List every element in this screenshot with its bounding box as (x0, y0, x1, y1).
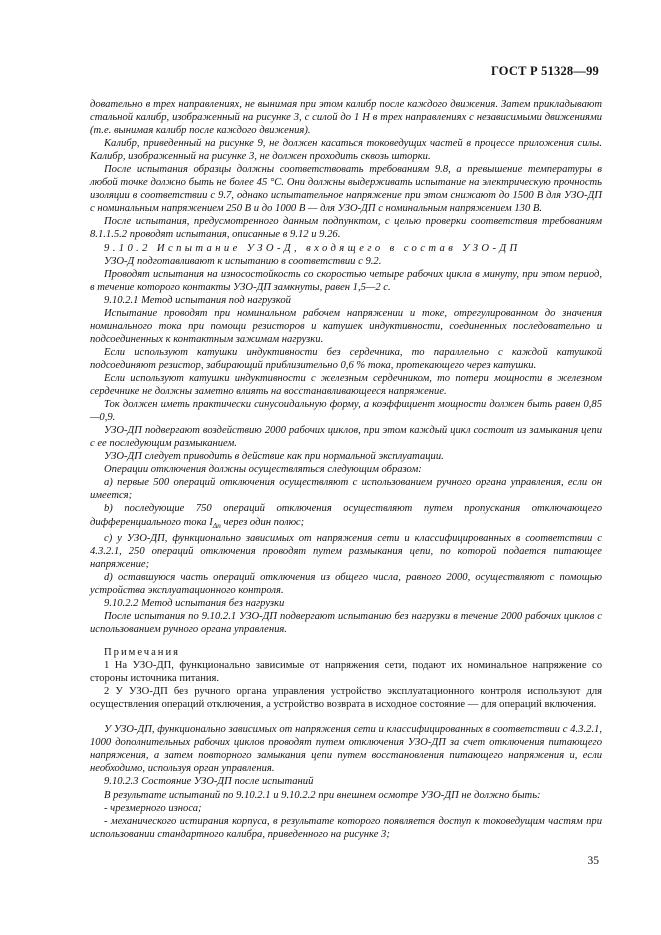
note-item: 1 На УЗО-ДП, функционально зависимые от напряжения сети, подают их номинальное напряжение со стороны источника питания. (90, 660, 602, 685)
paragraph: После испытания образцы должны соответствовать требованиям 9.8, а превышение температуры в любой точке должно быть не более 45 °С. Они должны выдерживать испытание на электрическую прочность изоляции в соответствии с 9.7, однако испытательное напряжение при этом снижают до 1500 В для УЗО-ДП с номинальным напряжением 250 В и до 1000 В — для УЗО-ДП с номинальным напряжением 130 В. (90, 164, 602, 215)
paragraph: Испытание проводят при номинальном рабочем напряжении и токе, отрегулированном до значения номинального тока при помощи резисторов и катушек индуктивности, соединенных последовательно и подсоединенных к контактным зажимам нагрузки. (90, 307, 602, 345)
paragraph: Калибр, приведенный на рисунке 9, не должен касаться токоведущих частей в процессе приложения силы. Калибр, изображенный на рисунке 3, не должен проходить сквозь шторки. (90, 138, 602, 163)
paragraph: довательно в трех направлениях, не вынимая при этом калибр после каждого движения. Затем прикладывают стальной калибр, изображенный на рисунке 3, с силой до 1 Н в трех направлениях с независимыми движениями (т.е. вынимая калибр после каждого движения). (90, 99, 602, 137)
current-subscript: Δn (212, 520, 221, 530)
list-item: a) первые 500 операций отключения осуществляют с использованием ручного органа управления, если он имеется; (90, 477, 602, 502)
paragraph: УЗО-Д подготавливают к испытанию в соответствии с 9.2. (104, 255, 382, 267)
document-code: ГОСТ Р 51328—99 (490, 64, 599, 78)
paragraph: Если используют катушки индуктивности с железным сердечником, то потери мощности в железном сердечнике не должны заметно влиять на восстанавливающееся напряжение. (90, 372, 602, 398)
list-item: c) у УЗО-ДП, функционально зависимых от напряжения сети и классифицированных в соответствии с 4.3.2.1, 250 операций отключения проводят путем размыкания цепи, по которой подается питающее напряжение; (90, 532, 602, 570)
subsection-heading: 9.10.2.2 Метод испытания без нагрузки (104, 597, 285, 609)
subsection-heading: 9.10.2.3 Состояние УЗО-ДП после испытаний (104, 776, 314, 788)
list-item (90, 502, 602, 531)
paragraph: Операции отключения должны осуществляться следующим образом: (104, 464, 422, 476)
paragraph: У УЗО-ДП, функционально зависимых от напряжения сети и классифицированных в соответствии с 4.3.2.1, 1000 дополнительных рабочих циклов проводят путем отключения УЗО-ДП за счет отключения питающего напряжения, а затем повторного замыкания цепи путем восстановления питающего напряжения и, если необходимо, используя орган управления. (90, 724, 602, 775)
page-number: 35 (587, 855, 599, 867)
notes-title: Примечания (104, 647, 180, 659)
list-item-text: через один полюс; (220, 516, 305, 528)
list-item: - чрезмерного износа; (104, 802, 202, 814)
list-item-text: b) последующие 750 операций отключения осуществляют путем пропускания отключающего дифференциального тока I (90, 503, 602, 528)
list-item: d) оставшуюся часть операций отключения из общего числа, равного 2000, осуществляют с помощью устройства эксплуатационного контроля. (90, 571, 602, 596)
note-item: 2 У УЗО-ДП без ручного органа управления устройство эксплуатационного контроля используют для осуществления операций отключения, а устройство возврата в исходное состояние — для операций включения. (90, 686, 602, 711)
paragraph: После испытания, предусмотренного данным подпунктом, с целью проверки соответствия требованиям 8.1.1.5.2 проводят испытания, описанные в 9.12 и 9.26. (90, 216, 602, 241)
spacer (90, 711, 602, 723)
paragraph: После испытания по 9.10.2.1 УЗО-ДП подвергают испытанию без нагрузки в течение 2000 рабочих циклов с использованием ручного органа управления. (90, 610, 602, 635)
subsection-heading: 9.10.2.1 Метод испытания под нагрузкой (104, 294, 291, 306)
paragraph: В результате испытаний по 9.10.2.1 и 9.10.2.2 при внешнем осмотре УЗО-ДП не должно быть: (104, 789, 541, 801)
paragraph: Проводят испытания на износостойкость со скоростью четыре рабочих цикла в минуту, при этом период, в течение которого контакты УЗО-ДП замкнуты, равен 1,5—2 с. (90, 268, 602, 293)
section-heading: 9.10.2 Испытание УЗО-Д, входящего в состав УЗО-ДП (104, 242, 521, 254)
document-body (90, 98, 602, 841)
paragraph: УЗО-ДП следует приводить в действие как при нормальной эксплуатации. (104, 451, 444, 463)
paragraph: Ток должен иметь практически синусоидальную форму, а коэффициент мощности должен быть равен 0,85—0,9. (90, 399, 602, 424)
paragraph: Если используют катушки индуктивности без сердечника, то параллельно с каждой катушкой подсоединяют резистор, забирающий приблизительно 0,6 % тока, протекающего через катушки. (90, 346, 602, 371)
list-item: - механического истирания корпуса, в результате которого появляется доступ к токоведущим частям при использовании стандартного калибра, приведенного на рисунке 3; (90, 815, 602, 840)
paragraph: УЗО-ДП подвергают воздействию 2000 рабочих циклов, при этом каждый цикл состоит из замыкания цепи с ее последующим размыканием. (90, 425, 602, 450)
